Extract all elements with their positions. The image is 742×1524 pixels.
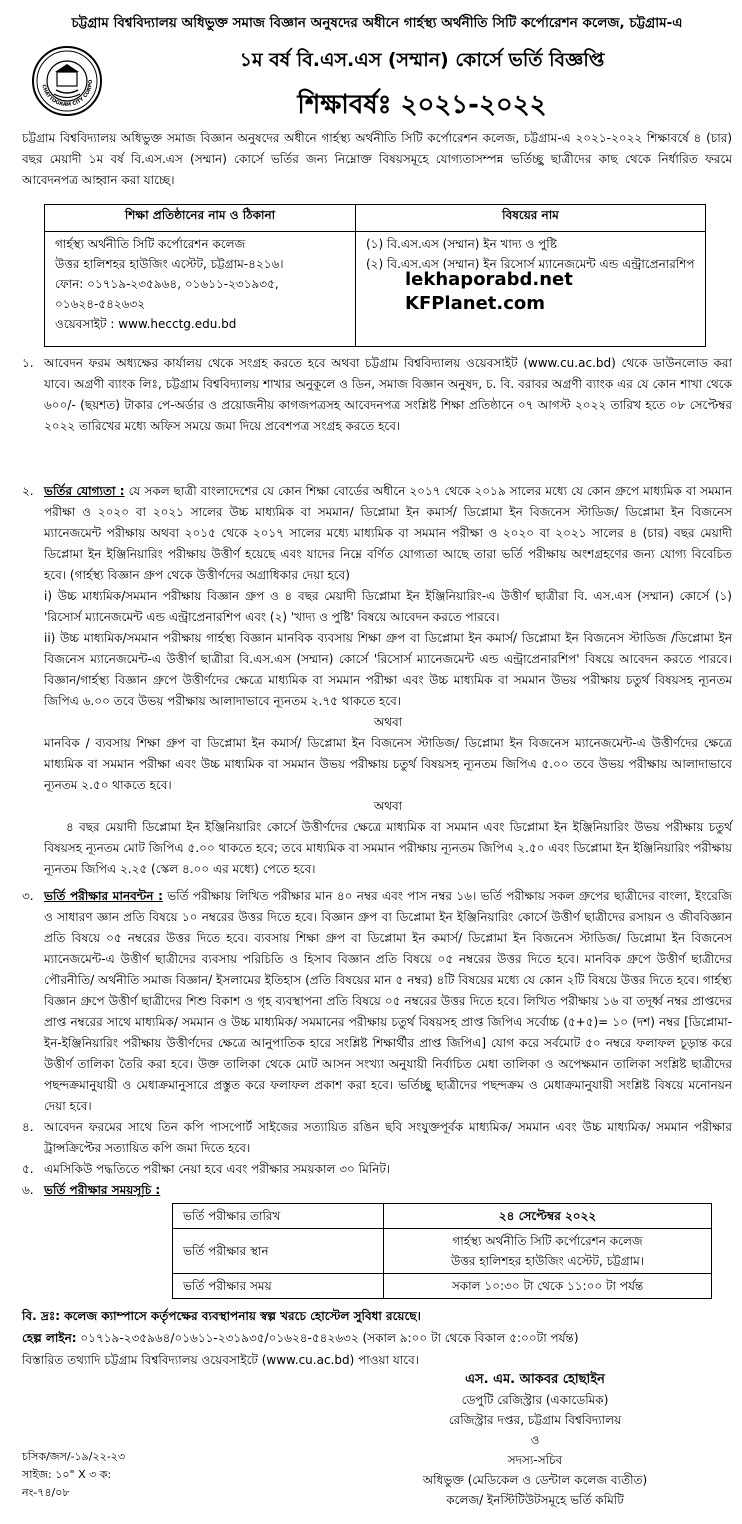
footer-ref [22, 1448, 125, 1502]
signatory-name: এস. এম. আকবর হোছাইন [465, 1372, 605, 1387]
or-separator: অথবা [373, 799, 403, 813]
item-text: এমসিকিউ পদ্ধতিতে পরীক্ষা নেয়া হবে এবং পরীক্ষার সময়কাল ৩০ মিনিট। [44, 1162, 391, 1176]
signatory-title: সদস্য-সচিব [507, 1453, 563, 1467]
eligibility-alt-1: মানবিক / ব্যবসায় শিক্ষা গ্রুপ বা ডিপ্লোমা ইন কমার্স/ ডিপ্লোমা ইন বিজনেস স্টাডিজ/ ডিপ্লোমা ইন বিজনেস ম্যানেজমেন্ট-এ উত্তীর্ণদের ক্ষেত্রে মাধ্যমিক বা সমমান পরীক্ষা এবং উচ্চ মাধ্যমিক বা সমমান উভয় পরীক্ষায় চতুর্থ বিষয়সহ ন্যূনতম জিপিএ ৫.০০ তবে উভয় পরীক্ষায় আলাদাভাবে ন্যূনতম ২.৫০ থাকতে হবে। [44, 736, 732, 792]
item-number: ৬. [22, 1183, 34, 1197]
institution-table [44, 204, 706, 347]
hostel-note: বি. দ্রঃ: কলেজ ক্যাম্পাসে কর্তৃপক্ষের ব্যবস্থাপনায় স্বল্প খরচে হোস্টেল সুবিধা রয়েছে। [22, 1309, 421, 1323]
item-number: ৫. [22, 1162, 34, 1176]
venue-line: গার্হস্থ্য অর্থনীতি সিটি কর্পোরেশন কলেজ [452, 1234, 643, 1248]
subject-col-header: বিষয়ের নাম [356, 205, 706, 232]
subject-item: (১) বি.এস.এস (সম্মান) ইন খাদ্য ও পুষ্টি [366, 237, 557, 251]
city-corporation-logo [32, 46, 102, 116]
address-line: উত্তর হালিশহর হাউজিং এস্টেট, চট্টগ্রাম-৪২১৬। [55, 257, 284, 271]
exam-venue-value [384, 1229, 712, 1274]
exam-date-value: ২৪ সেপ্টেম্বর ২০২২ [384, 1204, 712, 1229]
ad-size: সাইজ: ১০" X ৩ ক: [22, 1468, 112, 1481]
item-eligibility [22, 481, 732, 880]
institution-address-cell [45, 232, 356, 347]
item-text: আবেদন ফরমের সাথে তিন কপি পাসপোর্ট সাইজের সত্যায়িত রঙিন ছবি সংযুক্তপূর্বক মাধ্যমিক/ সমমান এবং উচ্চ মাধ্যমিক/ সমমান পরীক্ষার ট্রান্সক্রিপ্টের সত্যায়িত কপি জমা দিতে হবে। [44, 1120, 732, 1155]
item-number: ১. [22, 356, 34, 370]
marks-heading: ভর্তি পরীক্ষার মানবন্টন : [44, 889, 163, 903]
signatory-and: ও [530, 1433, 540, 1447]
logo-emblem-icon [34, 48, 100, 114]
website-line: ওয়েবসাইট : www.hecctg.edu.bd [55, 317, 237, 331]
exam-venue-label: ভর্তি পরীক্ষার স্থান [173, 1229, 384, 1274]
address-line: গার্হস্থ্য অর্থনীতি সিটি কর্পোরেশন কলেজ [55, 237, 246, 251]
watermark-line: KFPlanet.com [405, 293, 546, 314]
header-college-line: চট্টগ্রাম বিশ্ববিদ্যালয় অধিভুক্ত সমাজ বিজ্ঞান অনুষদের অধীনে গার্হস্থ্য অর্থনীতি সিটি কর্পোরেশন কলেজ, চট্টগ্রাম-এ [71, 15, 683, 31]
exam-date-label: ভর্তি পরীক্ষার তারিখ [173, 1204, 384, 1229]
eligibility-alt-2: ৪ বছর মেয়াদী ডিপ্লোমা ইন ইঞ্জিনিয়ারিং কোর্সে উত্তীর্ণদের ক্ষেত্রে মাধ্যমিক বা সমমান এবং ডিপ্লোমা ইন ইঞ্জিনিয়ারিং উভয় পরীক্ষায় চতুর্থ বিষয়সহ ন্যূনতম মোট জিপিএ ৫.০০ থাকতে হবে; তবে মাধ্যমিক বা সমমান পরীক্ষায় ন্যূনতম জিপিএ ২.৫০ এবং ডিপ্লোমা ইন ইঞ্জিনিয়ারিং পরীক্ষায় ন্যূনতম জিপিএ ২.২৫ (স্কেল ৪.০০ এর মধ্যে) পেতে হবে। [44, 820, 732, 876]
item-text [44, 481, 732, 586]
intro-paragraph: চট্টগ্রাম বিশ্ববিদ্যালয় অধিভুক্ত সমাজ বিজ্ঞান অনুষদের অধীনে গার্হস্থ্য অর্থনীতি সিটি কর্পোরেশন কলেজ, চট্টগ্রাম-এ ২০২১-২০২২ শিক্ষাবর্ষে ৪ (চার) বছর মেয়াদী ১ম বর্ষ বি.এস.এস (সম্মান) কোর্সে ভর্তির জন্য নিম্নোক্ত বিষয়সমূহে যোগ্যতাসম্পন্ন ভর্তিচ্ছু ছাত্রীদের কাছ থেকে নির্ধারিত ফরমে আবেদনপত্র আহ্বান করা যাচ্ছে। [22, 131, 732, 187]
schedule-table [172, 1203, 712, 1299]
exam-time-value: সকাল ১০:৩০ টা থেকে ১১:০০ টা পর্যন্ত [384, 1274, 712, 1299]
or-separator: অথবা [373, 715, 403, 729]
watermark [405, 268, 573, 316]
notice-header [22, 6, 732, 128]
item-number: ২. [22, 484, 34, 498]
helpline [22, 1327, 732, 1349]
eligibility-sub-ii: ii) উচ্চ মাধ্যমিক/সমমান পরীক্ষায় গার্হস্থ্য বিজ্ঞান মানবিক ব্যবসায় শিক্ষা গ্রুপ বা ডিপ্লোমা ইন কমার্স/ ডিপ্লোমা ইন বিজনেস স্টাডিজ /ডিপ্লোমা ইন বিজনেস ম্যানেজমেন্ট-এ উত্তীর্ণ ছাত্রীরা বি.এস.এস (সম্মান) কোর্সে 'রিসোর্স ম্যানেজমেন্ট এন্ড এন্ট্রাপ্রেনারশিপ' বিষয়ে আবেদন করতে পারবে। বিজ্ঞান/গার্হস্থ্য বিজ্ঞান গ্রুপে উত্তীর্ণদের ক্ষেত্রে মাধ্যমিক বা সমমান পরীক্ষা এবং উচ্চ মাধ্যমিক বা সমমান উভয় পরীক্ষায় চতুর্থ বিষয়সহ ন্যূনতম জিপিএ ৬.০০ তবে উভয় পরীক্ষায় আলাদাভাবে ন্যূনতম ২.৭৫ থাকতে হবে। [44, 631, 732, 708]
notes-section [22, 1305, 732, 1371]
eligibility-heading: ভর্তির যোগ্যতা : [44, 484, 125, 498]
item-number: ৩. [22, 889, 34, 903]
signatory-office: রেজিস্ট্রার দপ্তর, চট্টগ্রাম বিশ্ববিদ্যালয় [448, 1413, 622, 1427]
watermark-line: lekhaporabd.net [405, 269, 573, 290]
exam-time-label: ভর্তি পরীক্ষার সময় [173, 1274, 384, 1299]
signatory-title: ডেপুটি রেজিস্ট্রার (একাডেমিক) [461, 1393, 609, 1407]
serial-number: নং-৭৪/০৮ [22, 1486, 70, 1499]
helpline-label: হেল্প লাইন: [22, 1331, 77, 1345]
signatory-committee: কলেজ/ ইনস্টিটিউটসমূহে ভর্তি কমিটি [446, 1493, 624, 1507]
academic-year: শিক্ষাবর্ষঃ ২০২১-২০২২ [297, 90, 547, 120]
item-schedule [22, 1180, 732, 1201]
item-text: আবেদন ফরম অধ্যক্ষের কার্যালয় থেকে সংগ্রহ করতে হবে অথবা চট্টগ্রাম বিশ্ববিদ্যালয় ওয়েবসাইট (www.cu.ac.bd) থেকে ডাউনলোড করা যাবে। অগ্রণী ব্যাংক লিঃ, চট্টগ্রাম বিশ্ববিদ্যালয় শাখার অনুকূলে ও ডিন, সমাজ বিজ্ঞান অনুষদ, চ. বি. বরাবর অগ্রণী ব্যাংক এর যে কোন শাখা থেকে ৬০০/- (ছয়শত) টাকার পে-অর্ডার ও প্রয়োজনীয় কাগজপত্রসহ আবেদনপত্র সংশ্লিষ্ট শিক্ষা প্রতিষ্ঠানে ০৭ আগস্ট ২০২২ তারিখ হতে ০৮ সেপ্টেম্বর ২০২২ তারিখের মধ্যে অফিস সময়ে জমা দিয়ে প্রবেশপত্র সংগ্রহ করতে হবে। [44, 356, 732, 433]
helpline-numbers: ০১৭১৯-২৩৫৯৬৪/০১৬১১-২৩১৯৩৫/০১৬২৪-৫৪২৬৩২ (সকাল ৯:০০ টা থেকে বিকাল ৫:০০টা পর্যন্ত) [76, 1331, 579, 1345]
marks-text: ভর্তি পরীক্ষায় লিখিত পরীক্ষার মান ৪০ নম্বর এবং পাস নম্বর ১৬। ভর্তি পরীক্ষায় সকল গ্রুপের ছাত্রীদের বাংলা, ইংরেজি ও সাধারণ জ্ঞান প্রতি বিষয়ে ১০ নম্বরের উত্তর দিতে হবে। বিজ্ঞান গ্রুপ বা ডিপ্লোমা ইন ইঞ্জিনিয়ারিং কোর্সে উত্তীর্ণ ছাত্রীদের রসায়ন ও জীববিজ্ঞান প্রতি বিষয়ে ০৫ নম্বরের উত্তর দিতে হবে। ব্যবসায় শিক্ষা গ্রুপ বা ডিপ্লোমা ইন কমার্স/ ডিপ্লোমা ইন বিজনেস স্টাডিজ/ ডিপ্লোমা ইন বিজনেস ম্যানেজমেন্ট-এ উত্তীর্ণ ছাত্রীদের ব্যবসায় পরিচিতি ও হিসাব বিজ্ঞান প্রতি বিষয়ে ০৫ নম্বরের উত্তর দিতে হবে। মানবিক গ্রুপে উত্তীর্ণ ছাত্রীদের পৌরনীতি/ অর্থনীতি সমাজ বিজ্ঞান/ ইসলামের ইতিহাস (প্রতি বিষয়ের মান ৫ নম্বর) ৪টি বিষয়ের মধ্যে যে কোন ২টি বিষয়ে উত্তর দিতে হবে। গার্হস্থ্য বিজ্ঞান গ্রুপে উত্তীর্ণ ছাত্রীদের শিশু বিকাশ ও গৃহ ব্যবস্থাপনা প্রতি বিষয়ে ০৫ নম্বরের উত্তর দিতে হবে। লিখিত পরীক্ষায় ১৬ বা তদূর্ধ্ব নম্বর প্রাপ্তদের প্রাপ্ত নম্বরের সাথে মাধ্যমিক/ সমমান ও উচ্চ মাধ্যমিক/ সমমানের পরীক্ষায় চতুর্থ বিষয়সহ প্রাপ্ত জিপিএ সর্বোচ্চ (৫+৫)= ১০ (দশ) নম্বর [ডিপ্লোমা-ইন-ইঞ্জিনিয়ারিং পরীক্ষায় উত্তীর্ণদের ক্ষেত্রে আনুপাতিক হারে সংশ্লিষ্ট শিক্ষার্থীর প্রাপ্ত জিপিএ] যোগ করে সর্বমোট ৫০ নম্বরে ফলাফল চূড়ান্ত করে উত্তীর্ণ তালিকা তৈরি করা হবে। উক্ত তালিকা থেকে মোট আসন সংখ্যা অনুযায়ী নির্বাচিত মেধা তালিকা ও অপেক্ষমান তালিকা সংশ্লিষ্ট ছাত্রীদের পছন্দক্রমানুযায়ী ও মেধাক্রমানুসারে প্রস্তুত করে ফলাফল প্রকাশ করা হবে। ভর্তিচ্ছু ছাত্রীদের পছন্দক্রম ও মেধাক্রমানুযায়ী সংশ্লিষ্ট বিষয়ে মনোনয়ন দেয়া হবে। [44, 889, 733, 1113]
item-documents [22, 1117, 732, 1159]
subject-item: (২) বি.এস.এস (সম্মান) ইন রিসোর্স ম্যানেজমেন্ট এন্ড এন্ট্রাপ্রেনারশিপ [366, 257, 695, 271]
eligibility-text: যে সকল ছাত্রী বাংলাদেশের যে কোন শিক্ষা বোর্ডের অধীনে ২০১৭ থেকে ২০১৯ সালের মধ্যে যে কোন গ্রুপে মাধ্যমিক বা সমমান পরীক্ষা ও ২০২০ বা ২০২১ সালের উচ্চ মাধ্যমিক বা সমমান/ ডিপ্লোমা ইন কমার্স/ ডিপ্লোমা ইন বিজনেস স্টাডিজ/ ডিপ্লোমা ইন বিজনেস ম্যানেজমেন্ট পরীক্ষায় অথবা ২০১৫ থেকে ২০১৭ সালের মধ্যে মাধ্যমিক বা সমমান পরীক্ষা ও ২০২০ বা ২০২১ সালের ৪ (চার) বছর মেয়াদী ডিপ্লোমা ইন ইঞ্জিনিয়ারিং পরীক্ষায় উত্তীর্ণ হয়েছে এবং যাদের নিম্নে বর্ণিত যোগ্যতা আছে তারা ভর্তি পরীক্ষায় অংশগ্রহণের জন্য যোগ্য বিবেচিত হবে। (গার্হস্থ্য বিজ্ঞান গ্রুপ থেকে উত্তীর্ণদের অগ্রাধিকার দেয়া হবে) [44, 484, 732, 582]
address-line: ০১৬২৪-৫৪২৬৩২ [55, 297, 146, 311]
item-number: ৪. [22, 1120, 34, 1134]
item-mcq [22, 1159, 732, 1180]
notice-title: ১ম বর্ষ বি.এস.এস (সম্মান) কোর্সে ভর্তি বিজ্ঞপ্তি [239, 49, 605, 71]
notice-items [22, 353, 732, 1201]
eligibility-sub-i: i) উচ্চ মাধ্যমিক/সমমান পরীক্ষায় বিজ্ঞান গ্রুপ ও ৪ বছর মেয়াদী ডিপ্লোমা ইন ইঞ্জিনিয়ারিং-এ উত্তীর্ণ ছাত্রীরা বি. এস.এস (সম্মান) কোর্সে (১) 'রিসোর্স ম্যানেজমেন্ট এন্ড এন্ট্রাপ্রেনারশিপ এবং (২) 'খাদ্য ও পুষ্টি' বিষয়ে আবেদন করতে পারবে। [44, 589, 732, 624]
institution-col-header: শিক্ষা প্রতিষ্ঠানের নাম ও ঠিকানা [45, 205, 356, 232]
item-marks-distribution [22, 886, 732, 1117]
item-application [22, 353, 732, 481]
ref-number: চসিক/জস/-১৯/২২-২৩ [22, 1450, 126, 1463]
schedule-heading: ভর্তি পরীক্ষার সময়সূচি : [44, 1183, 161, 1197]
details-note: বিস্তারিত তথ্যাদি চট্টগ্রাম বিশ্ববিদ্যালয় ওয়েবসাইটে (www.cu.ac.bd) পাওয়া যাবে। [22, 1353, 420, 1367]
signature-block [360, 1370, 710, 1510]
logo-text: CHATTOGRAM CITY CORPO [40, 79, 95, 109]
item-text [44, 886, 732, 1117]
venue-line: উত্তর হালিশহর হাউজিং এস্টেট, চট্টগ্রাম। [450, 1254, 645, 1268]
address-line: ফোন: ০১৭১৯-২৩৫৯৬৪, ০১৬১১-২৩১৯৩৫, [55, 277, 279, 291]
signatory-committee: অধিভুক্ত (মেডিকেল ও ডেন্টাল কলেজ ব্যতীত) [422, 1473, 648, 1487]
